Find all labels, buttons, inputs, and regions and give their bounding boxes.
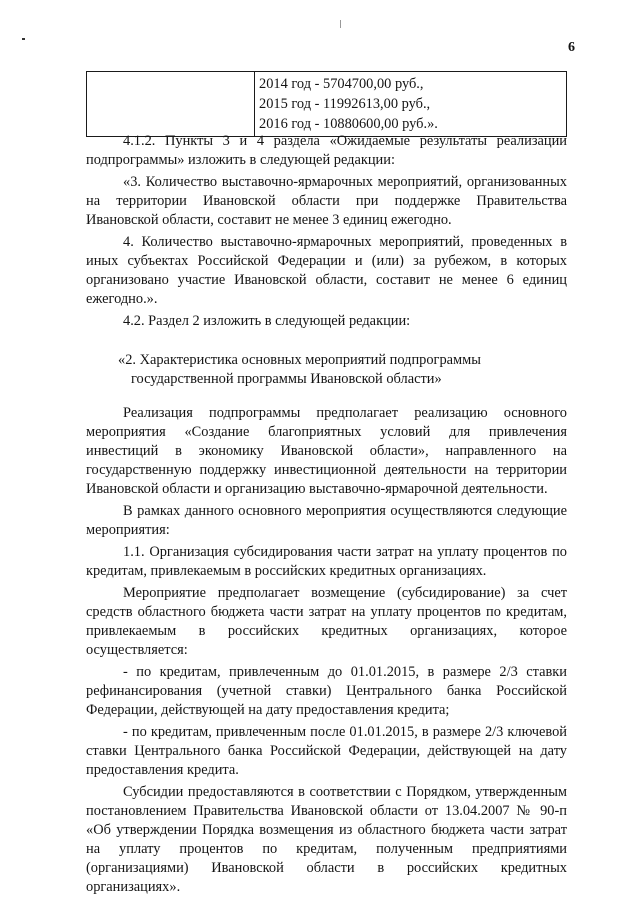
paragraph-framework: В рамках данного основного мероприятия осуществляются следующие мероприятия:: [86, 503, 567, 538]
table-cell-empty: [87, 72, 255, 137]
funding-table: [86, 71, 567, 137]
section-heading-line1: «2. Характеристика основных мероприятий подпрограммы: [118, 352, 481, 368]
paragraph-subsidy: Субсидии предоставляются в соответствии с Порядком, утвержденным постановлением Правительства Ивановской области от 13.04.2007 № 90-п «Об утверждении Порядка возмещения из областного бюджета части затрат на уплату процентов по кредитам, полученным предприятиями (организациями) Ивановской области в российских кредитных организациях».: [86, 784, 567, 895]
paragraph-1-1: 1.1. Организация субсидирования части затрат на уплату процентов по кредитам, привлекаемым в российских кредитных организациях.: [86, 544, 567, 579]
paragraph-4-1-2: 4.1.2. Пункты 3 и 4 раздела «Ожидаемые результаты реализации подпрограммы» изложить в следующей редакции:: [86, 133, 567, 168]
amount-2015: 2015 год - 11992613,00 руб.,: [259, 96, 431, 112]
section-heading-line2: государственной программы Ивановской области»: [131, 371, 442, 387]
document-body: [86, 132, 567, 900]
paragraph-implementation: Реализация подпрограммы предполагает реализацию основного мероприятия «Создание благоприятных условий для привлечения инвестиций в экономику Ивановской области», направленного на государственную поддержку инвестиционной деятельности на территории Ивановской области и организацию выставочно-ярмарочной деятельности.: [86, 405, 567, 497]
scan-speck: [340, 20, 341, 28]
paragraph-credits-after: - по кредитам, привлеченным после 01.01.2015, в размере 2/3 ключевой ставки Центрального банка Российской Федерации, действующей на дату предоставления кредита.: [86, 724, 567, 778]
scan-speck: [22, 38, 25, 40]
paragraph-4-2: 4.2. Раздел 2 изложить в следующей редакции:: [123, 313, 411, 329]
page-number: 6: [568, 40, 575, 55]
amount-2016: 2016 год - 10880600,00 руб.».: [259, 116, 438, 132]
paragraph-item-4: 4. Количество выставочно-ярмарочных мероприятий, проведенных в иных субъектах Российской Федерации и (или) за рубежом, в которых организовано участие Ивановской области, составит не менее 6 единиц ежегодно.».: [86, 234, 567, 307]
paragraph-item-3: «3. Количество выставочно-ярмарочных мероприятий, организованных на территории Ивановской области при поддержке Правительства Ивановской области, составит не менее 3 единиц ежегодно.: [86, 174, 567, 228]
table-cell-amounts: [255, 72, 567, 137]
section-heading: [86, 351, 567, 389]
table-row: [87, 72, 567, 137]
paragraph-credits-before: - по кредитам, привлеченным до 01.01.2015, в размере 2/3 ставки рефинансирования (учетной ставки) Центрального банка Российской Федерации, действующей на дату предоставления кредита;: [86, 664, 567, 718]
paragraph-event: Мероприятие предполагает возмещение (субсидирование) за счет средств областного бюджета части затрат на уплату процентов по кредитам, привлекаемым в российских кредитных организациях, которое осуществляется:: [86, 585, 567, 658]
amount-2014: 2014 год - 5704700,00 руб.,: [259, 76, 424, 92]
